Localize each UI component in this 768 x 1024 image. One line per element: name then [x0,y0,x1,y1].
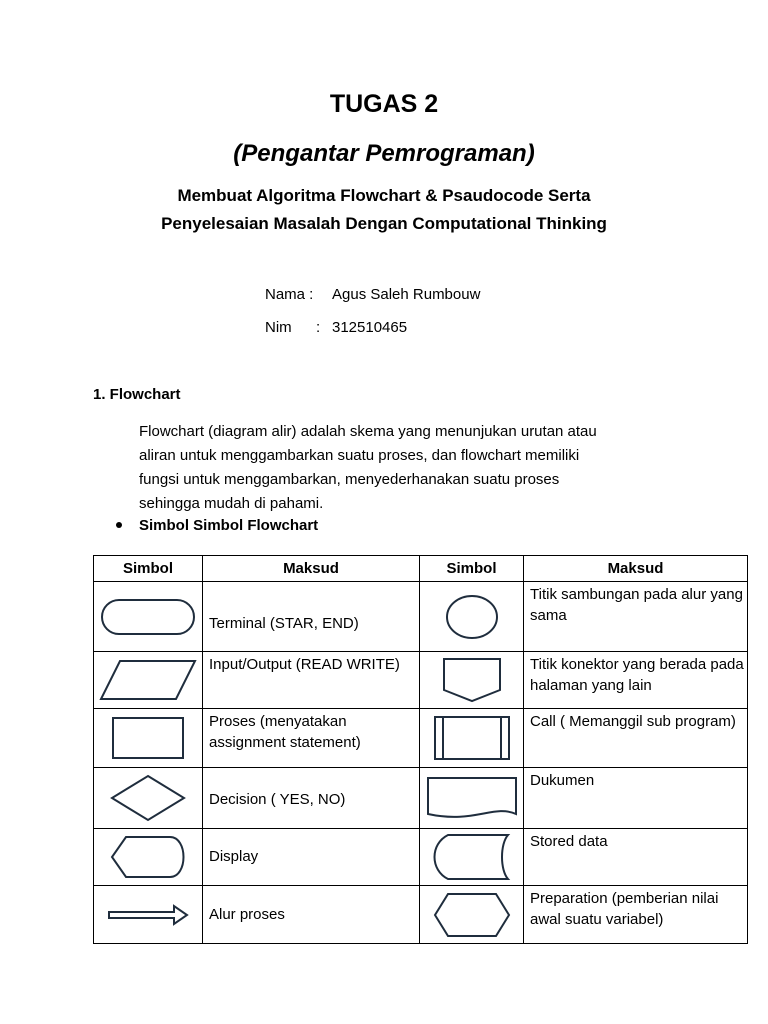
meaning-cell: Stored data [524,829,748,886]
bullet-icon [116,522,122,528]
meaning-cell: Input/Output (READ WRITE) [203,652,420,709]
paragraph-line: Flowchart (diagram alir) adalah skema yang menunjukan urutan atau [139,423,597,440]
symbol-cell [420,652,524,709]
header-symbol-2: Simbol [420,556,524,582]
flowchart-paragraph [139,420,699,516]
table-row [94,829,748,886]
flow-arrow-icon [106,903,190,927]
meaning-cell: Proses (menyatakan assignment statement) [203,709,420,768]
symbol-cell [94,829,203,886]
input-output-icon [98,658,198,702]
document-subtitle: (Pengantar Pemrograman) [233,140,535,167]
nim-separator: : [316,319,321,336]
symbol-cell [420,582,524,652]
table-row [94,768,748,829]
document-title: TUGAS 2 [329,90,439,118]
symbol-cell [94,652,203,709]
nim-label: Nim [265,319,292,336]
nim-value: 312510465 [332,319,408,336]
bullet-symbols-heading: Simbol Simbol Flowchart [139,517,319,534]
symbol-cell [94,582,203,652]
meaning-cell: Decision ( YES, NO) [203,768,420,829]
meaning-cell: Terminal (STAR, END) [203,582,420,652]
table-row [94,709,748,768]
symbol-cell [94,886,203,944]
offpage-connector-icon [440,656,504,704]
header-meaning-2: Maksud [524,556,748,582]
name-label: Nama : [265,286,314,303]
table-row [94,582,748,652]
header-symbol-1: Simbol [94,556,203,582]
symbol-cell [94,768,203,829]
meaning-cell: Titik sambungan pada alur yang sama [524,582,748,652]
symbol-cell [420,709,524,768]
display-icon [108,834,188,880]
paragraph-line: aliran untuk menggambarkan suatu proses, dan flowchart memiliki [139,447,580,464]
terminal-icon [100,597,196,637]
symbol-cell [94,709,203,768]
document-icon [424,774,520,822]
process-icon [110,715,186,761]
meaning-cell: Dukumen [524,768,748,829]
decision-icon [108,773,188,823]
stored-data-icon [430,832,514,882]
name-value: Agus Saleh Rumbouw [332,286,481,303]
header-meaning-1: Maksud [203,556,420,582]
meaning-cell: Alur proses [203,886,420,944]
preparation-icon [432,891,512,939]
connector-circle-icon [442,593,502,641]
meaning-cell: Preparation (pemberian nilai awal suatu variabel) [524,886,748,944]
table-row [94,652,748,709]
paragraph-line: sehingga mudah di pahami. [139,495,324,512]
section-title-flowchart: 1. Flowchart [93,386,181,403]
predefined-process-icon [432,714,512,762]
flowchart-symbols-table [93,555,748,944]
symbol-cell [420,829,524,886]
heading-line-2: Penyelesaian Masalah Dengan Computational Thinking [161,214,607,233]
paragraph-line: fungsi untuk menggambarkan, menyederhanakan suatu proses [139,471,560,488]
table-row [94,886,748,944]
table-header-row [94,556,748,582]
meaning-cell: Call ( Memanggil sub program) [524,709,748,768]
meaning-cell: Titik konektor yang berada pada halaman yang lain [524,652,748,709]
heading-line-1: Membuat Algoritma Flowchart & Psaudocode Serta [177,186,591,205]
symbol-cell [420,768,524,829]
symbol-cell [420,886,524,944]
meaning-cell: Display [203,829,420,886]
